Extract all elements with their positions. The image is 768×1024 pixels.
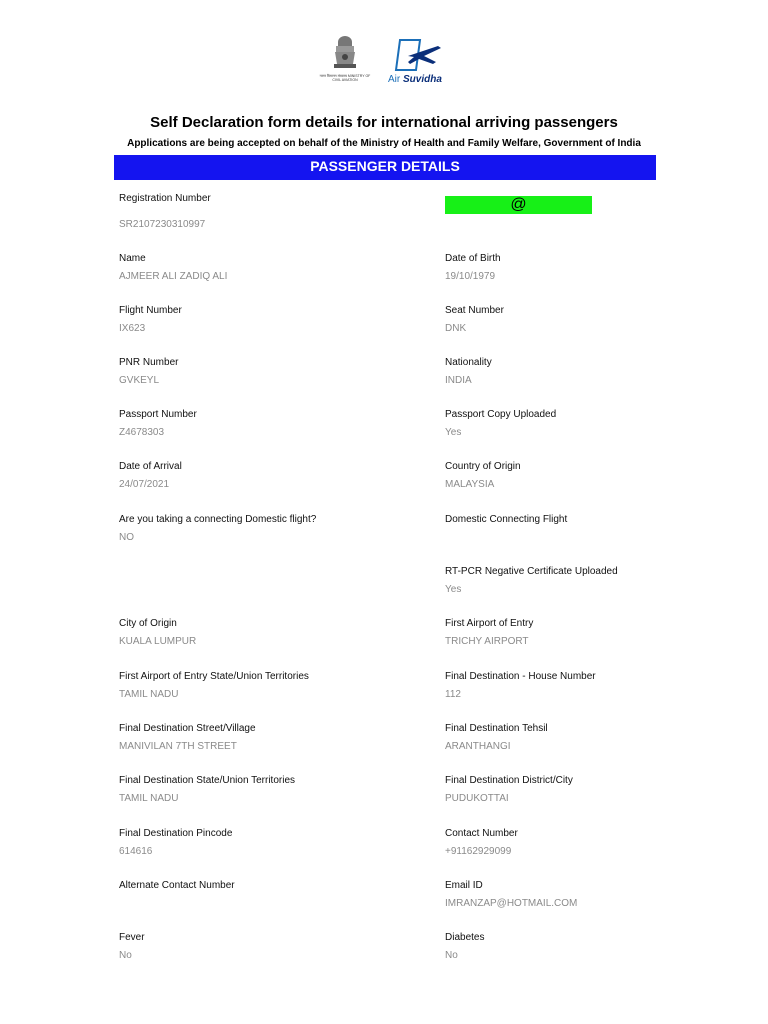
field-value: TAMIL NADU (119, 793, 179, 804)
qr-code-block: @ (445, 196, 592, 214)
field-value: SR2107230310997 (119, 219, 206, 230)
header-logos (0, 34, 768, 90)
field-rtpcr-uploaded (445, 566, 745, 596)
field-label: First Airport of Entry (445, 618, 534, 629)
field-pincode (119, 828, 419, 858)
air-suvidha-wordmark (388, 74, 442, 85)
field-label: Final Destination State/Union Territories (119, 775, 296, 786)
logo-suvidha-text: Suvidha (403, 74, 442, 85)
field-label: Name (119, 253, 146, 264)
logo-air-text: Air (388, 74, 401, 85)
field-contact-number (445, 828, 745, 858)
field-value: 24/07/2021 (119, 479, 170, 490)
field-value: NO (119, 532, 134, 543)
field-value: IX623 (119, 323, 146, 334)
field-value: INDIA (445, 375, 472, 386)
field-value: MANIVILAN 7TH STREET (119, 741, 237, 752)
field-nationality (445, 357, 745, 387)
field-value: AJMEER ALI ZADIQ ALI (119, 271, 228, 282)
field-value: IMRANZAP@HOTMAIL.COM (445, 898, 578, 909)
field-fever (119, 932, 419, 962)
field-country-of-origin (445, 461, 745, 491)
field-label: Fever (119, 932, 145, 943)
field-street (119, 723, 419, 753)
field-label: Country of Origin (445, 461, 521, 472)
field-email (445, 880, 745, 910)
field-date-of-arrival (119, 461, 419, 491)
field-value: 614616 (119, 846, 153, 857)
field-label: Date of Birth (445, 253, 501, 264)
field-pnr (119, 357, 419, 387)
field-value: PUDUKOTTAI (445, 793, 509, 804)
field-value: Yes (445, 584, 462, 595)
field-value: +91162929099 (445, 846, 512, 857)
field-label: Final Destination District/City (445, 775, 573, 786)
field-value: ARANTHANGI (445, 741, 511, 752)
field-tehsil (445, 723, 745, 753)
field-value: No (445, 950, 458, 961)
field-dob (445, 253, 745, 283)
field-label: Final Destination Pincode (119, 828, 233, 839)
field-destination-state (119, 775, 419, 805)
field-diabetes (445, 932, 745, 962)
field-label: Date of Arrival (119, 461, 182, 472)
field-label: Seat Number (445, 305, 504, 316)
field-value: MALAYSIA (445, 479, 495, 490)
page-title: Self Declaration form details for international arriving passengers (150, 114, 618, 131)
field-label: Contact Number (445, 828, 518, 839)
field-label: Domestic Connecting Flight (445, 514, 568, 525)
page-subtitle: Applications are being accepted on behalf of the Ministry of Health and Family Welfare, Government of India (127, 138, 641, 149)
field-label: Nationality (445, 357, 492, 368)
field-label: Diabetes (445, 932, 485, 943)
field-label: Alternate Contact Number (119, 880, 235, 891)
field-label: Final Destination Street/Village (119, 723, 256, 734)
field-label: Registration Number (119, 193, 211, 204)
field-label: Flight Number (119, 305, 182, 316)
field-value: 112 (445, 689, 461, 700)
field-domestic-connecting-flight (445, 514, 745, 532)
field-registration-number (119, 193, 419, 231)
field-passport-number (119, 409, 419, 439)
field-first-airport-state (119, 671, 419, 701)
field-value: Z4678303 (119, 427, 165, 438)
national-emblem-logo (318, 34, 372, 88)
field-label: RT-PCR Negative Certificate Uploaded (445, 566, 618, 577)
field-connecting-flight-question (119, 514, 419, 544)
field-label: Final Destination - House Number (445, 671, 596, 682)
field-alternate-contact (119, 880, 419, 898)
section-banner: PASSENGER DETAILS (114, 155, 656, 180)
field-value: DNK (445, 323, 467, 334)
field-label: Email ID (445, 880, 483, 891)
field-value: TAMIL NADU (119, 689, 179, 700)
air-suvidha-logo (386, 34, 450, 88)
field-label: Final Destination Tehsil (445, 723, 548, 734)
field-district (445, 775, 745, 805)
field-value: 19/10/1979 (445, 271, 496, 282)
field-label: Passport Number (119, 409, 197, 420)
field-label: Passport Copy Uploaded (445, 409, 557, 420)
field-label: First Airport of Entry State/Union Territories (119, 671, 309, 682)
field-label: PNR Number (119, 357, 179, 368)
field-value: GVKEYL (119, 375, 160, 386)
field-city-of-origin (119, 618, 419, 648)
emblem-caption: नागर विमानन मंत्रालय MINISTRY OF CIVIL AVIATION (319, 74, 371, 82)
field-value: Yes (445, 427, 462, 438)
field-value: TRICHY AIRPORT (445, 636, 529, 647)
field-seat-number (445, 305, 745, 335)
field-label: Are you taking a connecting Domestic flight? (119, 514, 317, 525)
field-flight-number (119, 305, 419, 335)
field-house-number (445, 671, 745, 701)
field-name (119, 253, 419, 283)
field-first-airport (445, 618, 745, 648)
field-value: KUALA LUMPUR (119, 636, 197, 647)
field-passport-copy (445, 409, 745, 439)
field-value: No (119, 950, 132, 961)
field-label: City of Origin (119, 618, 177, 629)
